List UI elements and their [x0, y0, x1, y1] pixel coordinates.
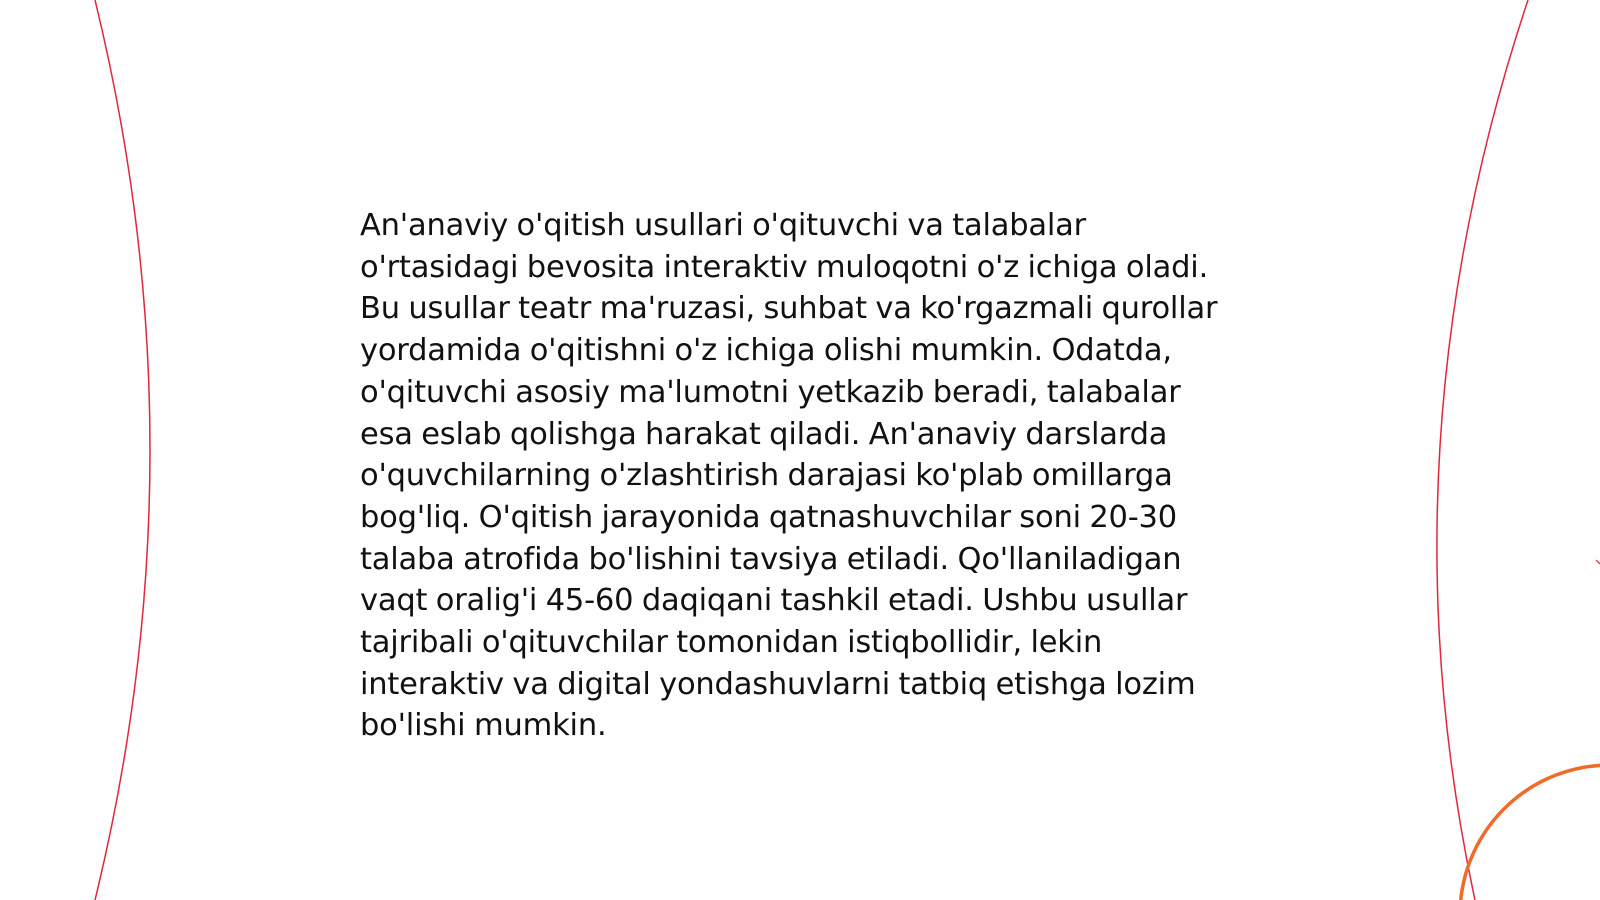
- corner-circle-outline: [1460, 765, 1600, 900]
- right-curve-line: [1437, 0, 1528, 900]
- right-edge-tick: [1596, 560, 1600, 564]
- body-paragraph: An'anaviy o'qitish usullari o'qituvchi va talabalar o'rtasidagi bevosita interaktiv muloqotni o'z ichiga oladi. Bu usullar teatr ma'ruzasi, suhbat va ko'rgazmali qurollar yordamida o'qitishni o'z ichiga olishi mumkin. Odatda, o'qituvchi asosiy ma'lumotni yetkazib beradi, talabalar esa eslab qolishga harakat qiladi. An'anaviy darslarda o'quvchilarning o'zlashtirish darajasi ko'plab omillarga bog'liq. O'qitish jarayonida qatnashuvchilar soni 20-30 talaba atrofida bo'lishini tavsiya etiladi. Qo'llaniladigan vaqt oralig'i 45-60 daqiqani tashkil etadi. Ushbu usullar tajribali o'qituvchilar tomonidan istiqbollidir, lekin interaktiv va digital yondashuvlarni tatbiq etishga lozim bo'lishi mumkin.: [360, 208, 1218, 744]
- left-curve-line: [95, 0, 150, 900]
